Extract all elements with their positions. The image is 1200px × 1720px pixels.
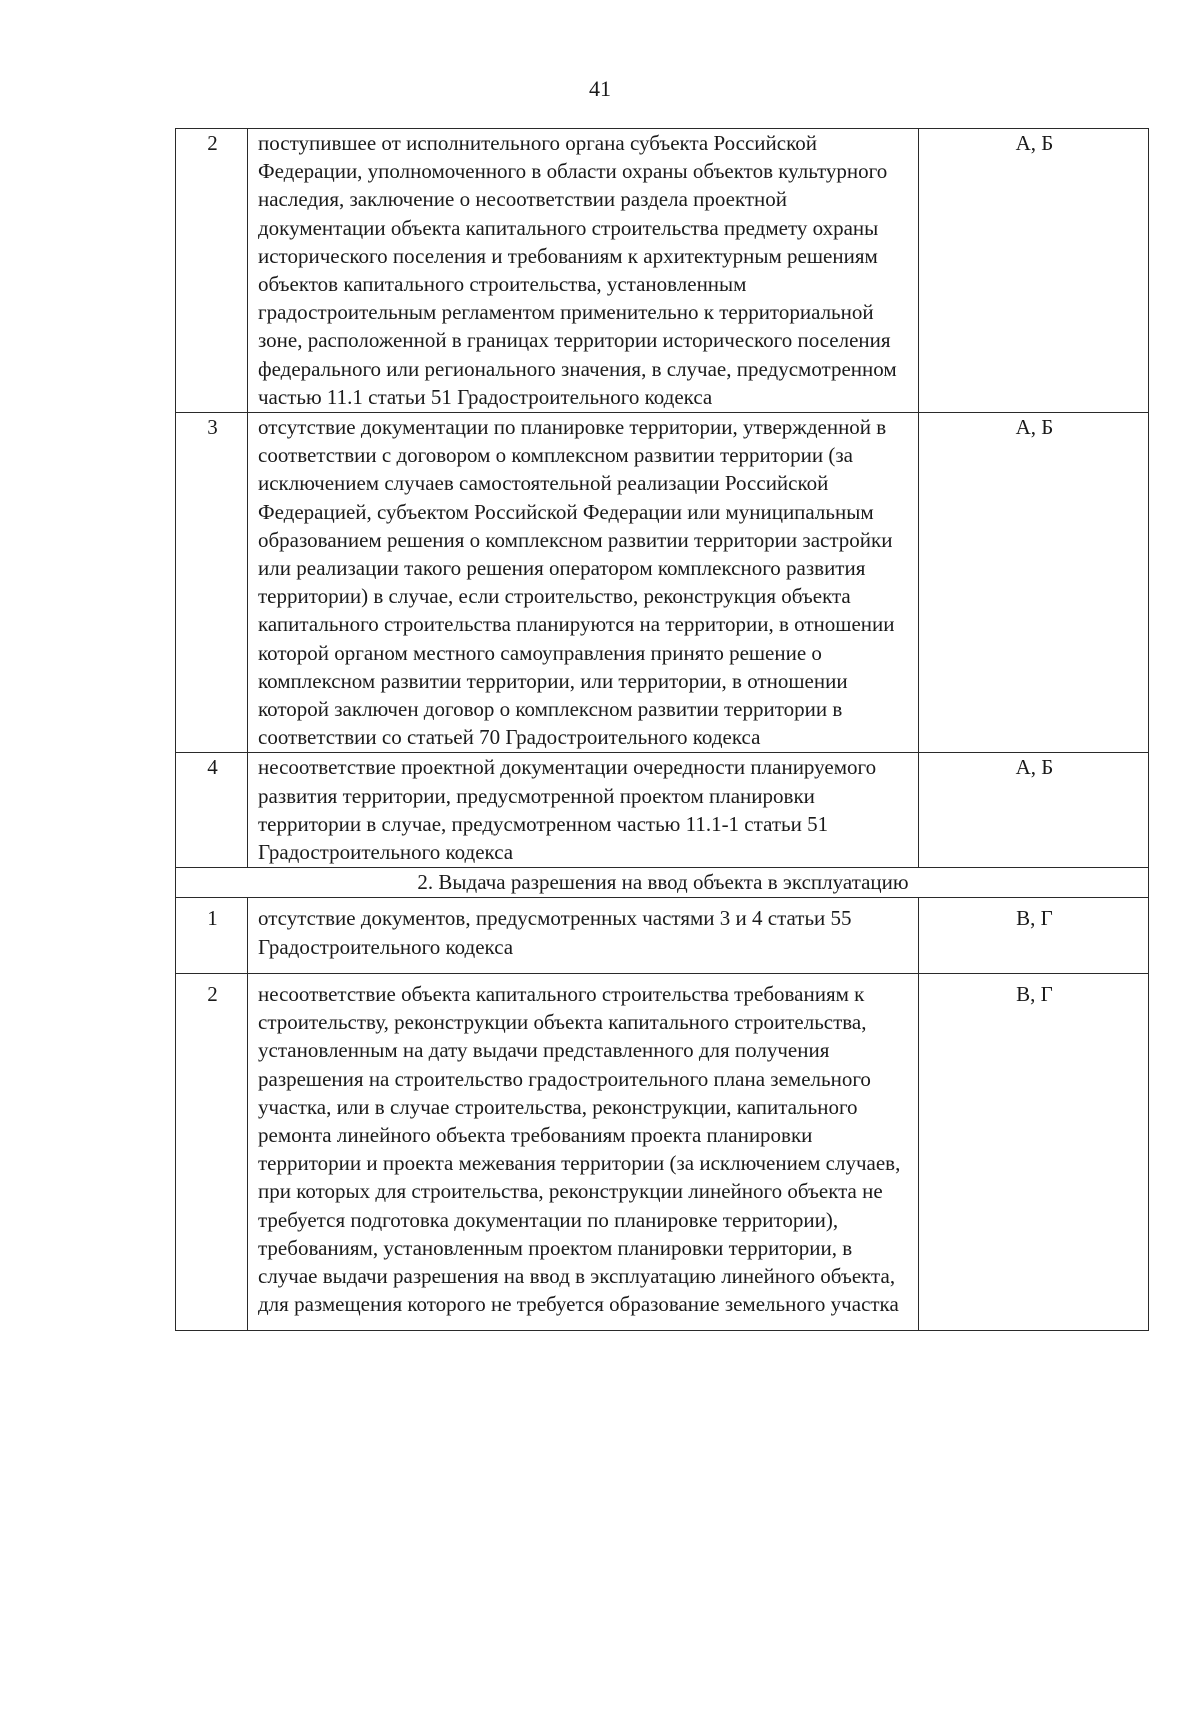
row-text: несоответствие проектной документации очередности планируемого развития территории, предусмотренной проектом планировки территории в случае, предусмотренном частью 11.1-1 статьи 51 Градостроительного кодекса — [248, 753, 919, 868]
section-title: 2. Выдача разрешения на ввод объекта в эксплуатацию — [176, 868, 1149, 898]
row-text: несоответствие объекта капитального строительства требованиям к строительству, реконструкции объекта капитального строительства, установленным на дату выдачи представленного для получения разрешения на строительство градостроительного плана земельного участка, или в случае строительства, реконструкции, капитального ремонта линейного объекта требованиям проекта планировки территории и проекта межевания территории (за исключением случаев, при которых для строительства, реконструкции линейного объекта не требуется подготовка документации по планировке территории), требованиям, установленным проектом планировки территории, в случае выдачи разрешения на ввод в эксплуатацию линейного объекта, для размещения которого не требуется образование земельного участка — [248, 973, 919, 1330]
row-text: отсутствие документации по планировке территории, утвержденной в соответствии с договором о комплексном развитии территории (за исключением случаев самостоятельной реализации Российской Федерацией, субъектом Российской Федерации или муниципальным образованием решения о комплексном развитии территории застройки или реализации такого решения оператором комплексного развития территории) в случае, если строительство, реконструкция объекта капитального строительства планируются на территории, в отношении которой органом местного самоуправления принято решение о комплексном развитии территории, или территории, в отношении которой заключен договор о комплексном развитии территории в соответствии со статьей 70 Градостроительного кодекса — [248, 413, 919, 753]
table-row — [176, 129, 1149, 413]
row-code: В, Г — [919, 973, 1149, 1330]
table-row — [176, 413, 1149, 753]
row-number: 2 — [176, 129, 248, 413]
row-text: отсутствие документов, предусмотренных частями 3 и 4 статьи 55 Градостроительного кодекса — [248, 898, 919, 973]
table-row — [176, 973, 1149, 1330]
row-code: А, Б — [919, 753, 1149, 868]
row-text: поступившее от исполнительного органа субъекта Российской Федерации, уполномоченного в области охраны объектов культурного наследия, заключение о несоответствии раздела проектной документации объекта капитального строительства предмету охраны исторического поселения и требованиям к архитектурным решениям объектов капитального строительства, установленным градостроительным регламентом применительно к территориальной зоне, расположенной в границах территории исторического поселения федерального или регионального значения, в случае, предусмотренном частью 11.1 статьи 51 Градостроительного кодекса — [248, 129, 919, 413]
grounds-table — [175, 128, 1149, 1331]
table-row — [176, 753, 1149, 868]
row-number: 1 — [176, 898, 248, 973]
row-number: 2 — [176, 973, 248, 1330]
row-code: А, Б — [919, 129, 1149, 413]
row-number: 4 — [176, 753, 248, 868]
row-code: В, Г — [919, 898, 1149, 973]
row-code: А, Б — [919, 413, 1149, 753]
row-number: 3 — [176, 413, 248, 753]
page-number: 41 — [589, 76, 611, 101]
section-header-row — [176, 868, 1149, 898]
table-row — [176, 898, 1149, 973]
